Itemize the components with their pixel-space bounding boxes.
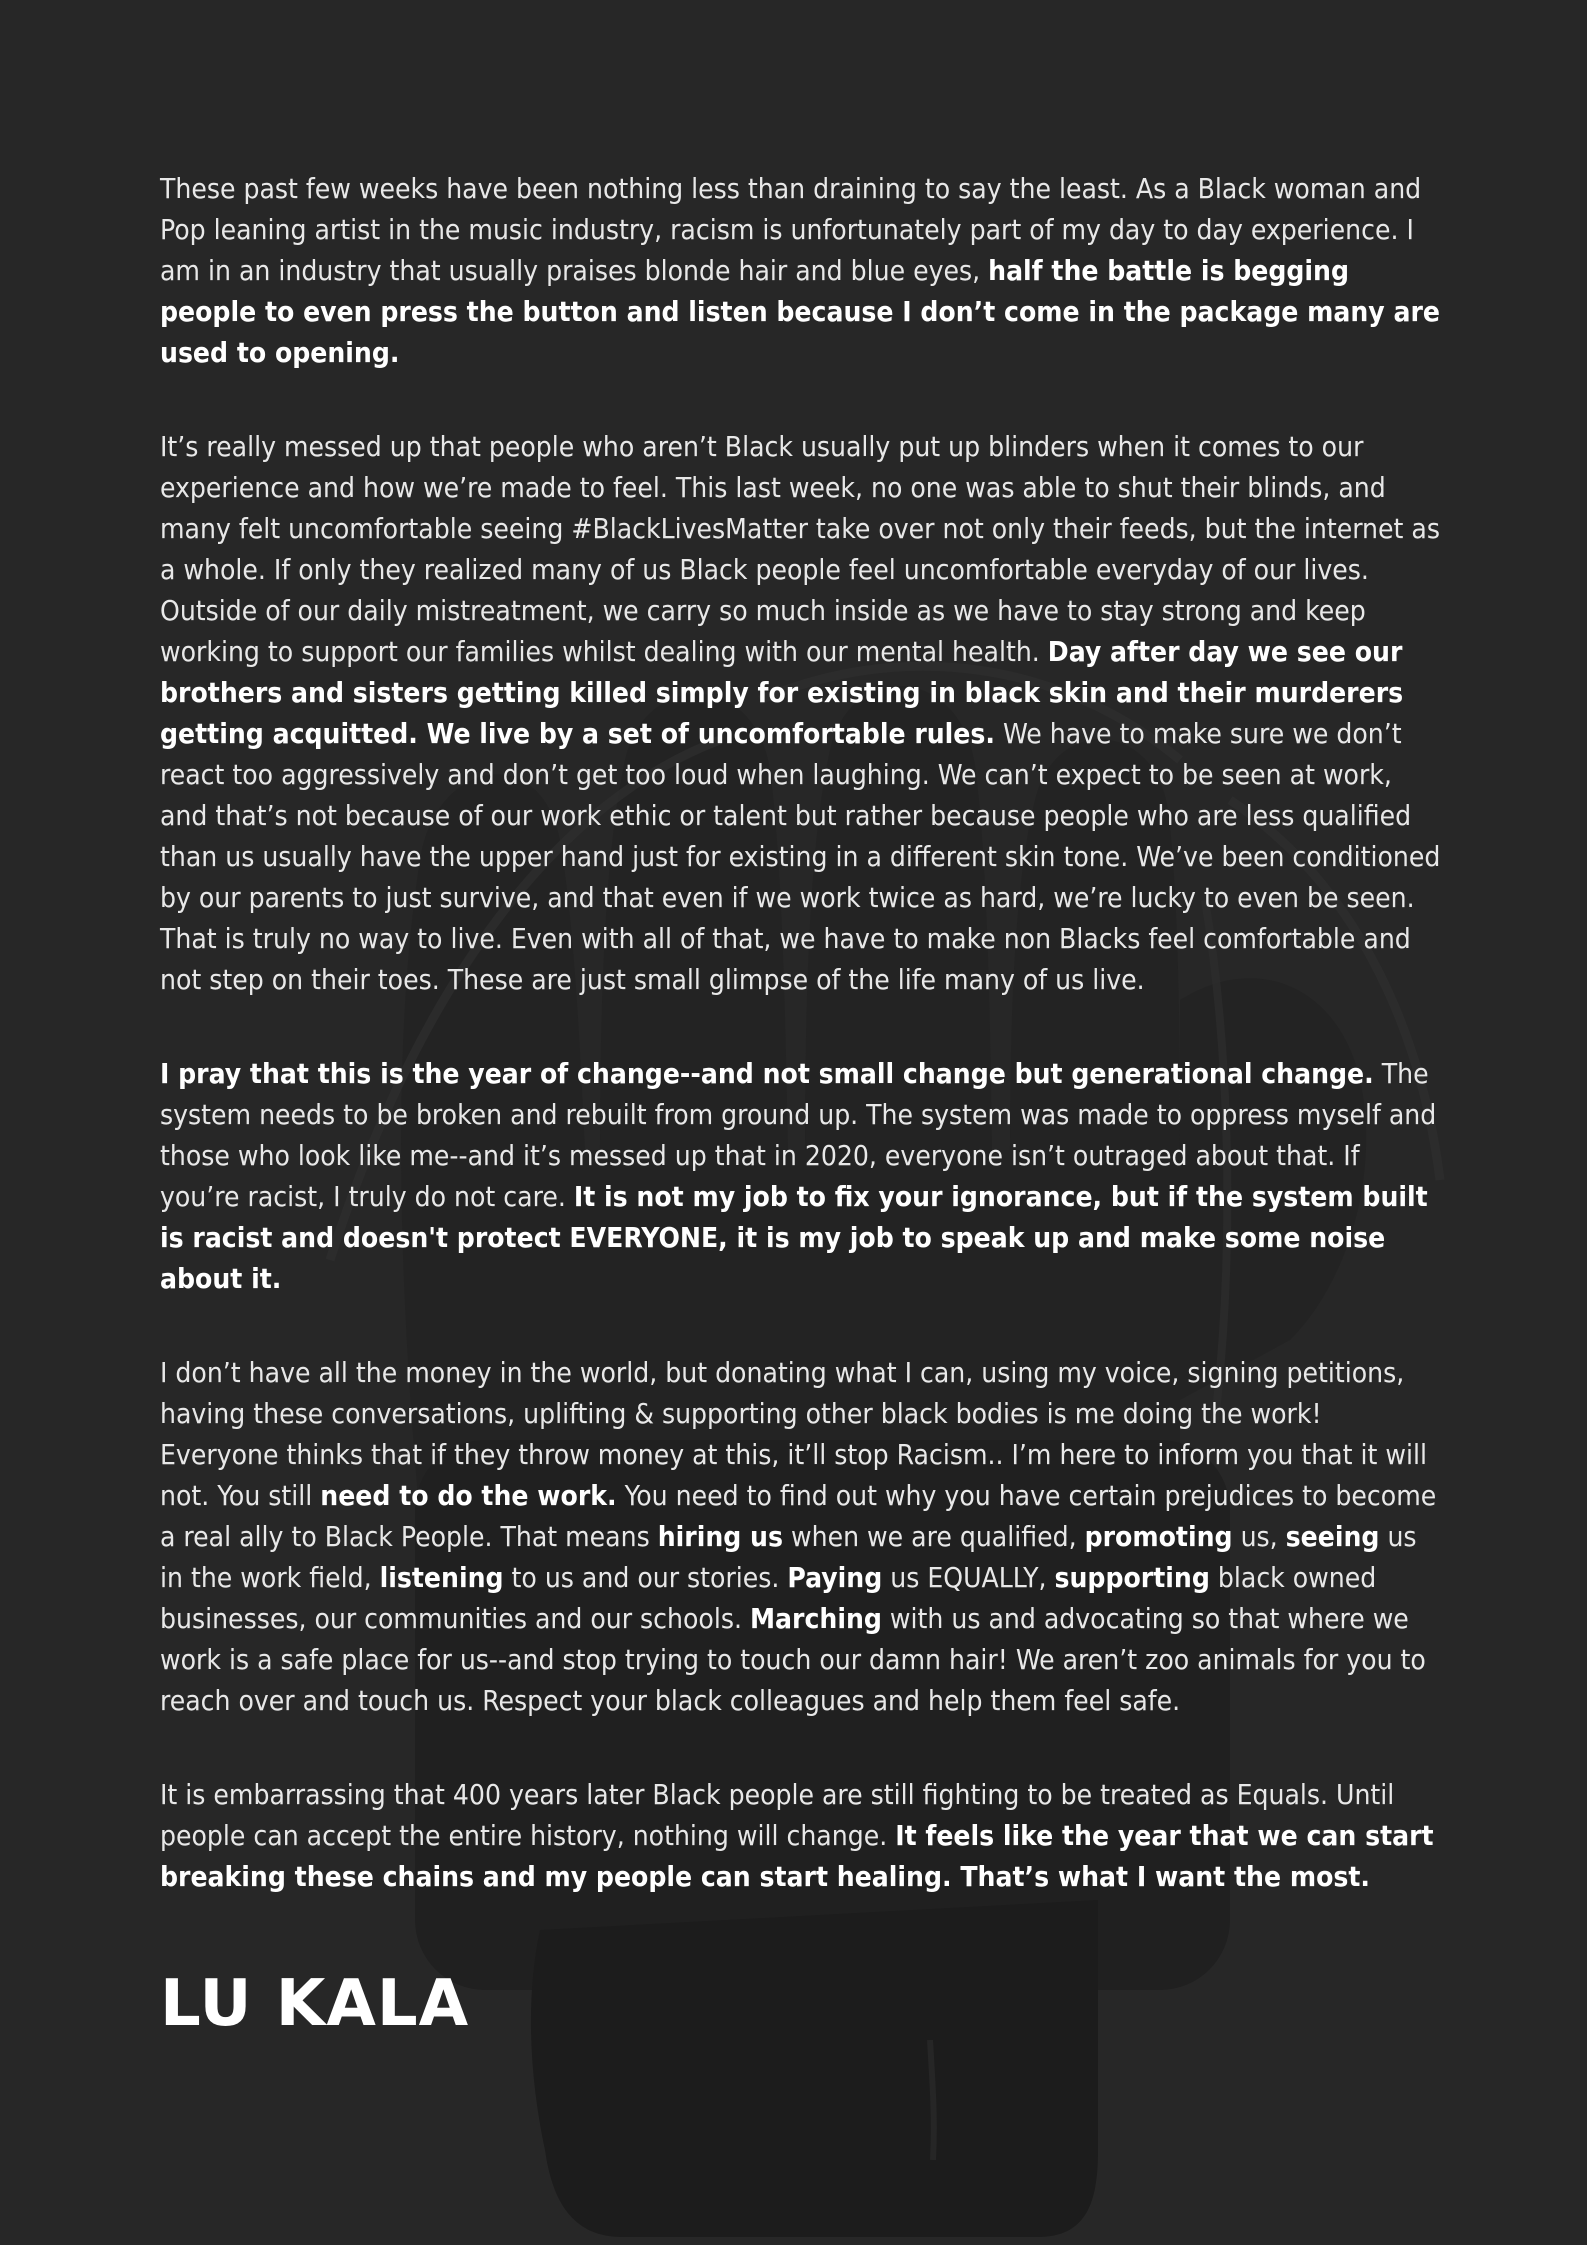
bold-text-run: It is not my job to fix your ignorance, but if the system built is racist and doesn't protect EVERYONE, it is my job to speak up and make some noise about it. [160, 1180, 1428, 1295]
bold-text-run: listening [379, 1561, 504, 1594]
bold-text-run: I pray that this is the year of change--and not small change but generational change. [160, 1057, 1374, 1090]
paragraph [160, 168, 1445, 373]
text-run: with us and advocating so that where we work is a safe place for us--and stop trying to touch our damn hair! We aren’t zoo animals for you to reach over and touch us. Respect your black colleagues and help them feel safe. [160, 1602, 1426, 1717]
bold-text-run: need to do the work. [320, 1479, 617, 1512]
text-run: us, [1232, 1520, 1286, 1553]
text-run: These past few weeks have been nothing less than draining to say the least. As a Black woman and Pop leaning artist in the music industry, racism is unfortunately part of my day to day experience. I am in an industry that usually praises blonde hair and blue eyes, [160, 172, 1422, 287]
bold-text-run: Day after day we see our brothers and sisters getting killed simply for existing in black skin and their murderers getting acquitted. We live by a set of uncomfortable rules. [160, 635, 1404, 750]
text-run: The system needs to be broken and rebuilt from ground up. The system was made to oppress myself and those who look like me--and it’s messed up that in 2020, everyone isn’t outraged about that. If you’re racist, I truly do not care. [160, 1057, 1437, 1213]
text-run: us EQUALLY, [882, 1561, 1055, 1594]
bold-text-run: Marching [749, 1602, 882, 1635]
bold-text-run: Paying [787, 1561, 883, 1594]
text-run: when we are qualified, [783, 1520, 1085, 1553]
text-run: It’s really messed up that people who aren’t Black usually put up blinders when it comes to our experience and how we’re made to feel. This last week, no one was able to shut their blinds, and many felt uncomfortable seeing #BlackLivesMatter take over not only their feeds, but the internet as a whole. If only they realized many of us Black people feel uncomfortable everyday of our lives. Outside of our daily mistreatment, we carry so much inside as we have to stay strong and keep working to support our families whilst dealing with our mental health. [160, 430, 1440, 668]
text-run: It is embarrassing that 400 years later Black people are still fighting to be treated as Equals. Until people can accept the entire history, nothing will change. [160, 1778, 1395, 1852]
bold-text-run: hiring us [657, 1520, 783, 1553]
paragraph [160, 1774, 1445, 1897]
text-run: I don’t have all the money in the world, but donating what I can, using my voice, signing petitions, having these conversations, uplifting & supporting other black bodies is me doing the work! Everyone thinks that if they throw money at this, it’ll stop Racism.. I’m here to inform you that it will not. You still [160, 1356, 1427, 1512]
text-run: us in the work field, [160, 1520, 1417, 1594]
letter-body [160, 168, 1445, 1897]
bold-text-run: It feels like the year that we can start breaking these chains and my people can start healing. That’s what I want the most. [160, 1819, 1434, 1893]
text-run: You need to find out why you have certain prejudices to become a real ally to Black People. That means [160, 1479, 1437, 1553]
paragraph [160, 1053, 1445, 1299]
signature: LU KALA [160, 1967, 470, 2041]
paragraph [160, 426, 1445, 1000]
statement-letter [160, 168, 1445, 2041]
bold-text-run: seeing [1285, 1520, 1380, 1553]
bold-text-run: supporting [1054, 1561, 1210, 1594]
paragraph [160, 1352, 1445, 1721]
text-run: We have to make sure we don’t react too aggressively and don’t get too loud when laughing. We can’t expect to be seen at work, and that’s not because of our work ethic or talent but rather because people who are less qualified than us usually have the upper hand just for existing in a different skin tone. We’ve been conditioned by our parents to just survive, and that even if we work twice as hard, we’re lucky to even be seen. That is truly no way to live. Even with all of that, we have to make non Blacks feel comfortable and not step on their toes. These are just small glimpse of the life many of us live. [160, 717, 1441, 996]
bold-text-run: half the battle is begging people to even press the button and listen because I don’t come in the package many are used to opening. [160, 254, 1440, 369]
text-run: black owned businesses, our communities and our schools. [160, 1561, 1377, 1635]
text-run: to us and our stories. [503, 1561, 788, 1594]
bold-text-run: promoting [1084, 1520, 1233, 1553]
